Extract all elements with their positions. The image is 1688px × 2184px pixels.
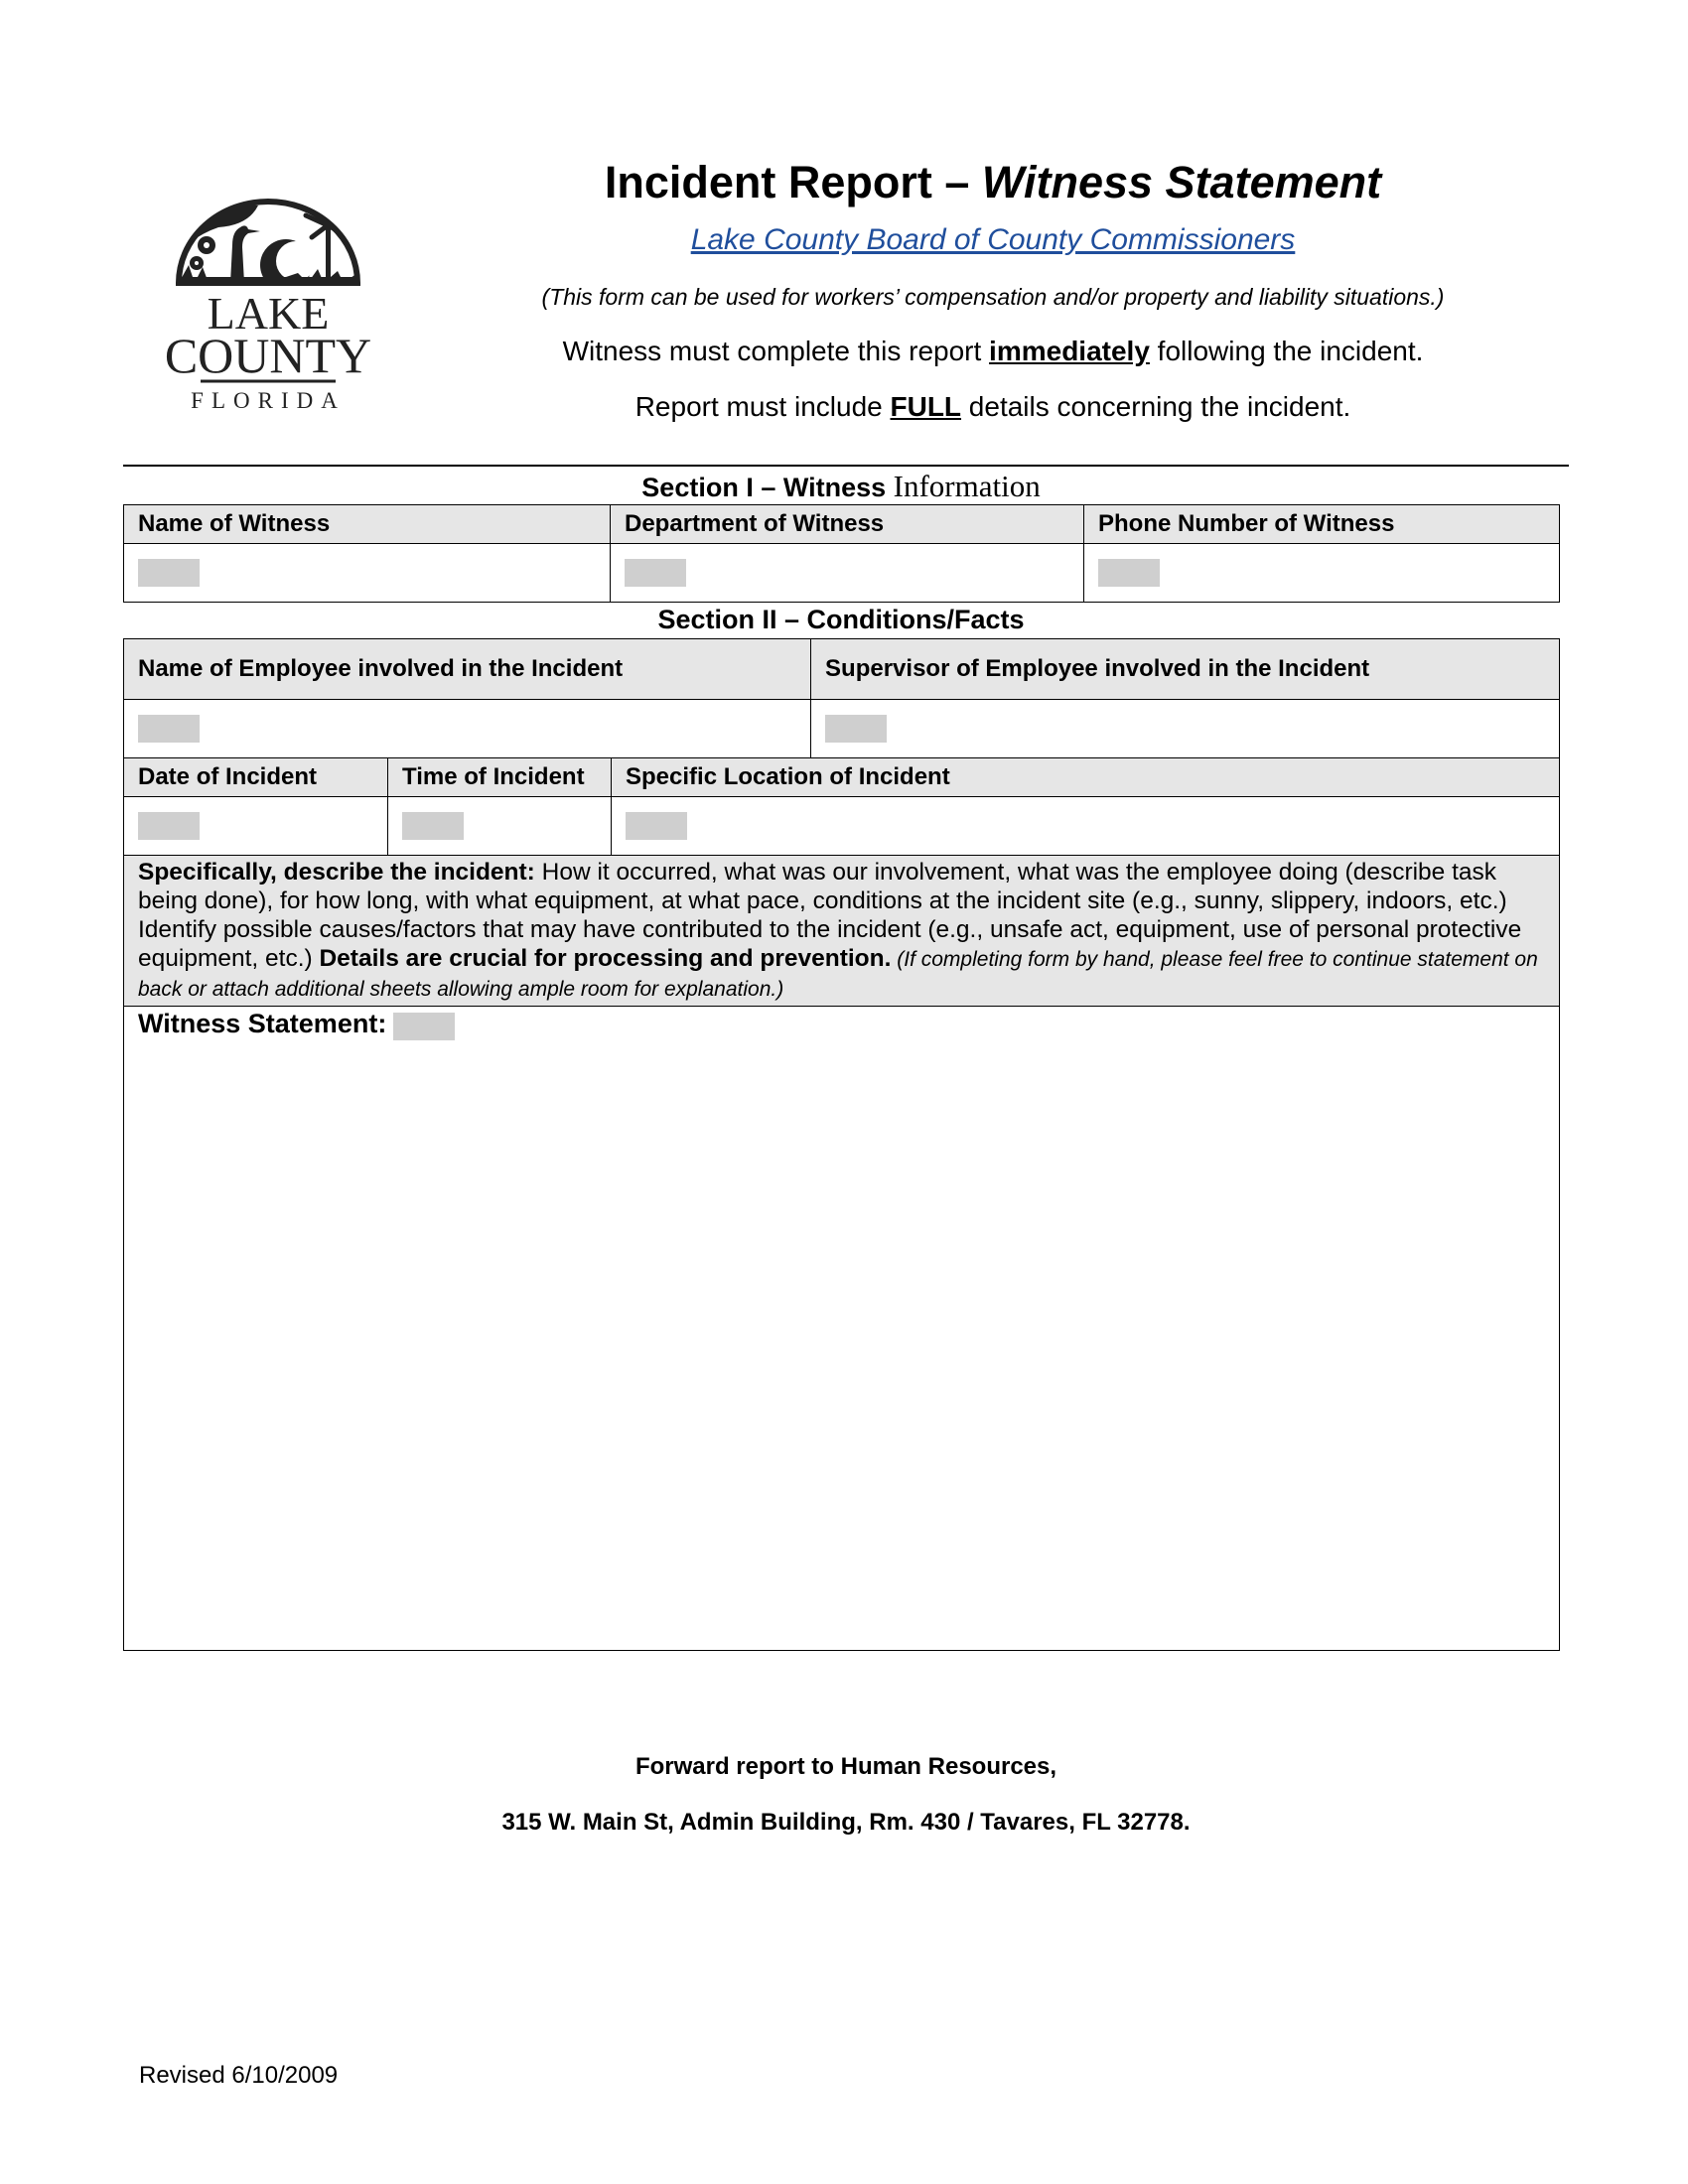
incident-date-cell bbox=[124, 797, 388, 856]
org-link[interactable]: Lake County Board of County Commissioners bbox=[690, 223, 1296, 256]
logo-florida-text: FLORIDA bbox=[191, 388, 346, 413]
instr2-emphasis: FULL bbox=[890, 391, 962, 422]
incident-time-field[interactable] bbox=[402, 812, 464, 840]
employee-name-field[interactable] bbox=[138, 715, 200, 743]
header-date-of-incident: Date of Incident bbox=[124, 758, 388, 797]
conditions-facts-table bbox=[123, 638, 1560, 1651]
header-time-of-incident: Time of Incident bbox=[388, 758, 612, 797]
describe-body-text: How it occurred, what was our involvement, what was the employee doing (describe task being done), for how long, with what equipment, at what pace, conditions at the incident site (e.g., sunny, slippery, indoors, etc.) Identify possible causes/factors that may have contributed to the incident (e.g., unsafe act, equipment, use of personal protective equipment, etc.) bbox=[138, 859, 1522, 972]
instr1-emphasis: immediately bbox=[989, 336, 1150, 366]
header-name-of-witness: Name of Witness bbox=[124, 505, 611, 544]
witness-phone-field[interactable] bbox=[1098, 559, 1160, 587]
instruction-immediately bbox=[457, 336, 1529, 367]
header-location-of-incident: Specific Location of Incident bbox=[612, 758, 1560, 797]
section-1-title bbox=[123, 469, 1559, 504]
describe-bold-lead: Specifically, describe the incident: bbox=[138, 859, 535, 886]
witness-statement-cell bbox=[124, 1007, 1560, 1651]
witness-info-table bbox=[123, 504, 1560, 603]
header-supervisor-of-employee: Supervisor of Employee involved in the Incident bbox=[811, 639, 1560, 700]
header-phone-of-witness: Phone Number of Witness bbox=[1084, 505, 1560, 544]
hr-address: 315 W. Main St, Admin Building, Rm. 430 / Tavares, FL 32778. bbox=[501, 1809, 1191, 1836]
logo-county-text: COUNTY bbox=[164, 328, 372, 383]
instr1-post: following the incident. bbox=[1149, 336, 1424, 366]
incident-date-field[interactable] bbox=[138, 812, 200, 840]
supervisor-name-cell bbox=[811, 700, 1560, 758]
witness-statement-field[interactable] bbox=[393, 1013, 455, 1040]
incident-location-field[interactable] bbox=[626, 812, 687, 840]
describe-bold-details: Details are crucial for processing and prevention. bbox=[319, 945, 892, 972]
incident-time-cell bbox=[388, 797, 612, 856]
witness-phone-cell bbox=[1084, 544, 1560, 603]
witness-name-field[interactable] bbox=[138, 559, 200, 587]
instruction-full-details bbox=[457, 391, 1529, 423]
witness-statement-label: Witness Statement: bbox=[138, 1009, 387, 1038]
section-1-title-serif: Information bbox=[893, 469, 1041, 503]
logo-lake-text: LAKE bbox=[207, 288, 330, 339]
witness-department-field[interactable] bbox=[625, 559, 686, 587]
header-divider bbox=[123, 465, 1569, 467]
lake-county-logo bbox=[149, 184, 387, 422]
instr2-post: details concerning the incident. bbox=[961, 391, 1351, 422]
section-1-title-bold: Section I – Witness bbox=[641, 473, 894, 502]
page-title bbox=[457, 157, 1529, 208]
section-2-title: Section II – Conditions/Facts bbox=[657, 605, 1025, 634]
instr2-pre: Report must include bbox=[634, 391, 891, 422]
title-italic: Witness Statement bbox=[981, 157, 1382, 207]
describe-incident-instructions bbox=[124, 856, 1560, 1007]
header-employee-involved: Name of Employee involved in the Incident bbox=[124, 639, 811, 700]
forward-to-hr: Forward report to Human Resources, bbox=[634, 1753, 1057, 1780]
revision-date: Revised 6/10/2009 bbox=[139, 2062, 339, 2089]
header-department-of-witness: Department of Witness bbox=[611, 505, 1084, 544]
describe-small-note: (If completing form by hand, please feel free to continue statement on back or attach additional sheets allowing ample room for explanation.) bbox=[138, 948, 1538, 1001]
incident-location-cell bbox=[612, 797, 1560, 856]
employee-name-cell bbox=[124, 700, 811, 758]
supervisor-name-field[interactable] bbox=[825, 715, 887, 743]
instr1-pre: Witness must complete this report bbox=[562, 336, 990, 366]
heron-landscape-emblem bbox=[179, 202, 357, 291]
usage-note: (This form can be used for workers’ compensation and/or property and liability situations.) bbox=[541, 284, 1445, 310]
title-main: Incident Report – bbox=[604, 157, 982, 207]
witness-department-cell bbox=[611, 544, 1084, 603]
witness-name-cell bbox=[124, 544, 611, 603]
